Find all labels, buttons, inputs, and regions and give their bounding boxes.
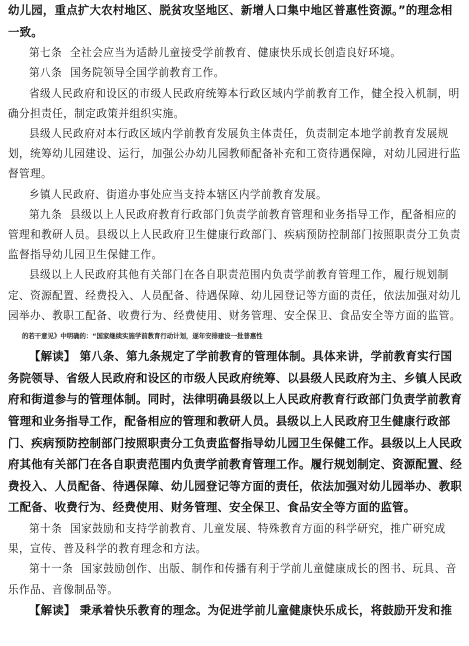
article-8-paragraph-4: 乡镇人民政府、街道办事处应当支持本辖区内学前教育发展。 (29, 188, 328, 201)
interpretation-2 (8, 600, 463, 622)
interpretation-2-label: 【解读】 (29, 602, 76, 617)
article-9 (8, 205, 463, 266)
article-10 (8, 519, 463, 559)
interpretation-1 (8, 346, 463, 519)
article-11-text: 国家鼓励创作、出版、制作和传播有利于学前儿童健康成长的图书、玩具、音乐作品、音像制品等。 (8, 563, 457, 596)
article-10-text: 国家鼓励和支持学前教育、儿童发展、特殊教育方面的科学研究，推广研究成果，宣传、普及科学的教育理念和方法。 (8, 522, 446, 556)
article-9-text: 县级以上人民政府教育行政部门负责学前教育管理和业务指导工作，配备相应的管理和教研人员。县级以上人民政府卫生健康行政部门、疾病预防控制部门按照职责分工负责监督指导幼儿园卫生保健工作。 (8, 208, 461, 262)
interpretation-1-text: 第八条、第九条规定了学前教育的管理体制。具体来讲，学前教育实行国务院领导、省级人民政府和设区的市级人民政府统筹、以县级人民政府为主、乡镇人民政府和街道参与的管理体制。同时，法律明确县级以上人民政府教育行政部门负责学前教育管理和业务指导工作，配备相应的管理和教研人员。县级以上人民政府卫生健康行政部门、疾病预防控制部门按照职责分工负责监督指导幼儿园卫生保健工作。县级以上人民政府其他有关部门在各自职责范围内负责学前教育管理工作。履行规划制定、资源配置、经费投入、人员配备、待遇保障、幼儿园登记等方面的责任，依法加强对幼儿园举办、教职工配备、收费行为、经费使用、财务管理、安全保卫、食品安全等方面的监管。 (8, 349, 462, 515)
overprinted-footnote-fragment: 的若干意见》中明确的：“国家继续实施学前教育行动计划，逐年安排建设一批普惠性 (22, 332, 263, 341)
interpretation-1-label: 【解读】 (29, 349, 76, 364)
article-9-paragraph-2-text: 县级以上人民政府其他有关部门在各自职责范围内负责学前教育管理工作，履行规划制定、资源配置、经费投入、人员配备、待遇保障、幼儿园登记等方面的责任，依法加强对幼儿园举办、教职工配备、收费行为、经费使用、财务管理、安全保卫、食品安全等方面的监管。 (8, 269, 461, 322)
article-11 (8, 559, 463, 599)
article-8-paragraph-2: 省级人民政府和设区的市级人民政府统筹本行政区域内学前教育工作，健全投入机制，明确分担责任，制定政策并组织实施。 (8, 87, 460, 120)
article-8 (8, 63, 463, 83)
article-9-label: 第九条 (29, 208, 63, 221)
article-8-text: 国务院领导全国学前教育工作。 (70, 67, 225, 80)
article-9-paragraph-2 (8, 265, 463, 346)
paragraph-intro-continuation: 幼儿园，重点扩大农村地区、脱贫攻坚地区、新增人口集中地区普惠性资源。”的理念相一致。 (8, 3, 453, 39)
interpretation-2-text: 秉承着快乐教育的理念。为促进学前儿童健康快乐成长，将鼓励开发和推 (79, 602, 453, 617)
article-10-label: 第十条 (29, 522, 63, 535)
article-8-label: 第八条 (29, 67, 63, 80)
article-11-label: 第十一条 (29, 563, 74, 576)
article-7-label: 第七条 (29, 47, 63, 60)
article-8-paragraph-3: 县级人民政府对本行政区域内学前教育发展负主体责任，负责制定本地学前教育发展规划，统筹幼儿园建设、运行，加强公办幼儿园教师配备补充和工资待遇保障，对幼儿园进行监督管理。 (8, 128, 461, 181)
article-7-text: 全社会应当为适龄儿童接受学前教育、健康快乐成长创造良好环境。 (70, 47, 402, 60)
article-7 (8, 43, 463, 63)
